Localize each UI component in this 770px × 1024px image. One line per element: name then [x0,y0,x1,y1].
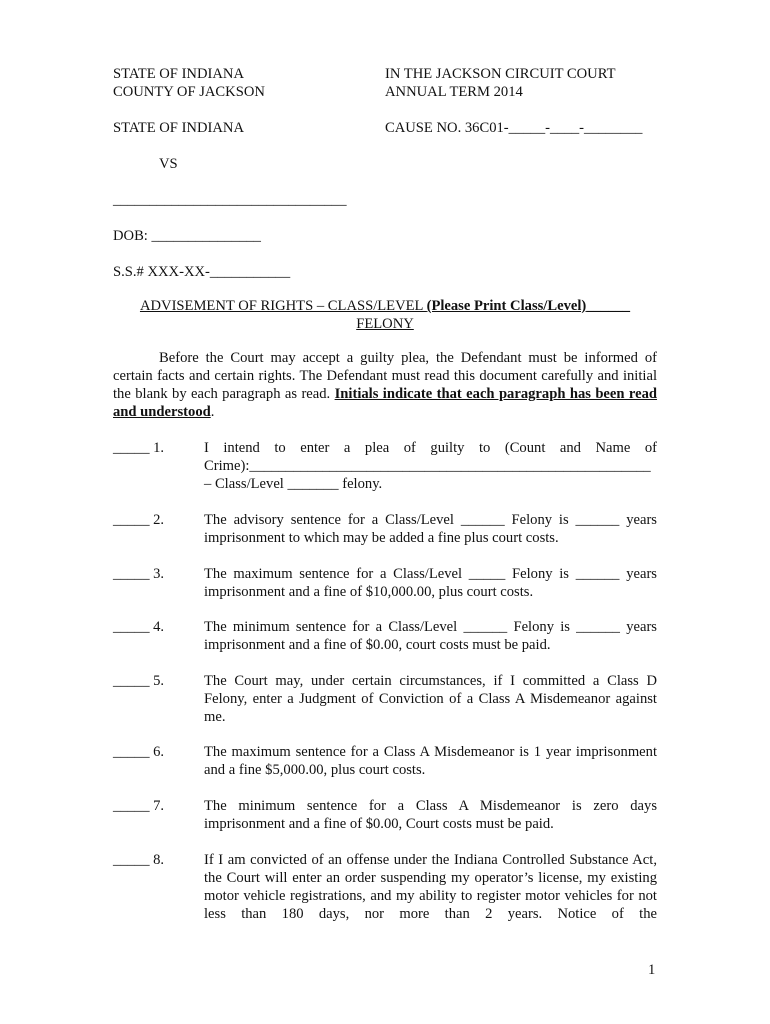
state-heading: STATE OF INDIANA [113,66,244,82]
advisement-item-7: The minimum sentence for a Class A Misdemeanor is zero days imprisonment and a fine of $0.00, Court costs must be paid. [204,798,657,832]
initial-blank-2: _____ 2. [113,512,165,528]
intro-end: . [210,404,215,420]
initial-blank-8: _____ 8. [113,852,165,868]
court-heading: IN THE JACKSON CIRCUIT COURT [385,66,616,82]
defendant-name-line: ________________________________ [113,192,347,208]
page-number: 1 [648,962,656,978]
initial-blank-7: _____ 7. [113,798,165,814]
title-text: ADVISEMENT OF RIGHTS – CLASS/LEVEL [139,298,427,314]
initial-blank-6: _____ 6. [113,744,165,760]
versus-label: VS [159,156,178,172]
title-blank: ______ [586,298,631,314]
ssn-field: S.S.# XXX-XX-___________ [113,264,291,280]
advisement-item-1: I intend to enter a plea of guilty to (Count and Name of Crime):_______________________________________________________ – Class/Level _______ felony. [204,440,657,492]
advisement-item-2: The advisory sentence for a Class/Level ______ Felony is ______ years imprisonment to which may be added a fine plus court costs. [204,512,657,546]
term-heading: ANNUAL TERM 2014 [385,84,523,100]
advisement-item-6: The maximum sentence for a Class A Misdemeanor is 1 year imprisonment and a fine $5,000.00, plus court costs. [204,744,657,778]
initial-blank-3: _____ 3. [113,566,165,582]
document-title [113,297,657,315]
intro-initials-note: Initials indicate that each paragraph has been read and understood [113,386,658,420]
county-heading: COUNTY OF JACKSON [113,84,265,100]
advisement-item-3: The maximum sentence for a Class/Level _____ Felony is ______ years imprisonment and a fine of $10,000.00, plus court costs. [204,566,657,600]
document-title-line2: FELONY [356,316,414,332]
cause-number: CAUSE NO. 36C01-_____-____-________ [385,120,643,136]
advisement-item-4: The minimum sentence for a Class/Level ______ Felony is ______ years imprisonment and a fine of $0.00, court costs must be paid. [204,619,657,653]
title-print-instruction: (Please Print Class/Level) [426,298,587,314]
intro-paragraph [113,349,657,421]
plaintiff-party: STATE OF INDIANA [113,120,244,136]
initial-blank-4: _____ 4. [113,619,165,635]
initial-blank-5: _____ 5. [113,673,165,689]
initial-blank-1: _____ 1. [113,440,165,456]
advisement-item-8: If I am convicted of an offense under the Indiana Controlled Substance Act, the Court will enter an order suspending my operator’s license, my existing motor vehicle registrations, and my ability to register motor vehicles for not less than 180 days, nor more than 2 years. Notice of the [204,852,657,922]
dob-field: DOB: _______________ [113,228,261,244]
advisement-item-5: The Court may, under certain circumstances, if I committed a Class D Felony, enter a Judgment of Conviction of a Class A Misdemeanor against me. [204,673,657,725]
intro-text: Before the Court may accept a guilty plea, the Defendant must be informed of certain facts and certain rights. The Defendant must read this document carefully and initial the blank by each paragraph as read. [113,350,657,402]
